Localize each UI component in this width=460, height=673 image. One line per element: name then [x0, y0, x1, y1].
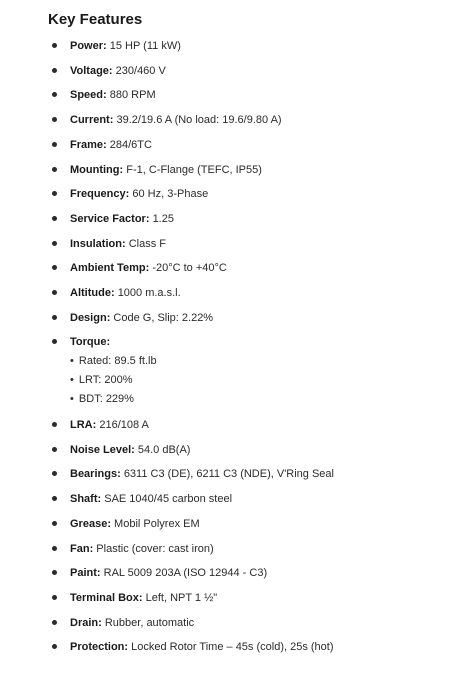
feature-value: SAE 1040/45 carbon steel — [104, 493, 233, 506]
feature-label: Shaft — [70, 493, 98, 506]
section-heading: Key Features — [48, 11, 143, 28]
feature-value: -20°C to +40°C — [152, 262, 227, 275]
feature-label: Grease — [70, 517, 108, 530]
feature-value: 216/108 A — [99, 419, 149, 431]
feature-label: Paint — [70, 567, 97, 580]
feature-label: Fan — [70, 542, 90, 555]
feature-label: Insulation — [70, 237, 122, 250]
bullet-icon — [52, 92, 57, 97]
feature-label: LRA — [70, 419, 93, 431]
bullet-icon — [52, 595, 57, 600]
feature-label: Current — [70, 114, 110, 127]
feature-value: 1000 m.a.s.l. — [117, 287, 181, 299]
sub-item-text: Rated: 89.5 ft.lb — [78, 355, 157, 368]
bullet-icon — [52, 570, 57, 575]
bullet-icon — [52, 447, 57, 452]
feature-value: 230/460 V — [115, 64, 166, 77]
feature-label: Mounting — [70, 163, 120, 176]
feature-label: Noise Level — [70, 443, 132, 456]
feature-value: RAL 5009 203A (ISO 12944 - C3) — [103, 567, 268, 580]
bullet-icon — [52, 644, 57, 649]
feature-value: 880 RPM — [109, 89, 156, 102]
feature-value: Left, NPT 1 ½" — [145, 591, 218, 604]
bullet-icon — [52, 315, 57, 320]
feature-value: Code G, Slip: 2.22% — [113, 311, 214, 324]
bullet-icon — [52, 339, 57, 344]
sub-item: • BDT: 229% — [70, 393, 134, 406]
feature-label: Protection — [70, 641, 125, 654]
feature-value: Locked Rotor Time – 45s (cold), 25s (hot) — [131, 641, 334, 654]
feature-value: Rubber, automatic — [104, 616, 195, 629]
bullet-icon — [52, 422, 57, 427]
feature-value: 15 HP (11 kW) — [109, 40, 181, 52]
bullet-icon — [52, 241, 57, 246]
sub-item: • Rated: 89.5 ft.lb — [70, 355, 157, 368]
bullet-icon — [52, 471, 57, 476]
feature-label: Ambient Temp — [70, 262, 146, 275]
feature-label: Terminal Box — [70, 591, 139, 604]
feature-label: Torque — [70, 336, 107, 349]
bullet-icon — [52, 142, 57, 147]
feature-value: 60 Hz, 3-Phase — [132, 188, 209, 201]
bullet-icon — [52, 521, 57, 526]
bullet-icon — [52, 43, 57, 48]
feature-value: 54.0 dB(A) — [137, 443, 191, 456]
feature-value: 6311 C3 (DE), 6211 C3 (NDE), V'Ring Seal — [123, 468, 334, 481]
bullet-icon — [52, 546, 57, 551]
feature-value: 39.2/19.6 A (No load: 19.6/9.80 A) — [116, 114, 282, 127]
feature-value: 1.25 — [152, 212, 174, 225]
feature-label: Power — [70, 40, 104, 52]
feature-value: Plastic (cover: cast iron) — [96, 542, 214, 555]
feature-label: Frame — [70, 138, 104, 151]
sub-item-text: LRT: 200% — [78, 374, 133, 387]
feature-label: Voltage — [70, 64, 109, 77]
bullet-icon — [52, 191, 57, 196]
feature-label: Frequency — [70, 188, 126, 201]
feature-label: Altitude — [70, 287, 111, 299]
bullet-icon — [52, 117, 57, 122]
feature-value: 284/6TC — [109, 138, 152, 151]
bullet-icon — [52, 216, 57, 221]
bullet-icon — [52, 68, 57, 73]
bullet-icon — [52, 496, 57, 501]
bullet-icon — [52, 265, 57, 270]
feature-label: Drain — [70, 616, 99, 629]
bullet-icon — [52, 167, 57, 172]
torque-sublist — [70, 354, 157, 411]
document-page: Key Features Power: 15 HP (11 kW) Voltage: 230/460 V Speed: 880 RPM Current: 39.2/19.6 A (No load: 19.6/9.80 A) Frame: 284/6TC Mounting: F-1, C-Flange (TEFC, IP55) Frequency: 60 Hz, 3-Phase Service Factor: 1.25 Insulation: Class F Ambient Temp: -20°C to +40°C Altitude: 1000 m.a.s.l. Design: Code G, Slip: 2.22% Torque: • Rated: 89.5 ft.lb • LRT: 200% • BDT: 229% LRA: 216/108 A Noise Level: 54.0 dB(A) Bearings: 6311 C3 (DE), 6211 C3 (NDE), V'Ring Seal Shaft: SAE 1040/45 carbon steel Grease: Mobil Polyrex EM Fan: Plastic (cover: cast iron) Paint: RAL 5009 203A (ISO 12944 - C3) Terminal Box: Left, NPT 1 ½" Drain: Rubber, automatic Protection: Locked Rotor Time – 45s (cold), 25s (hot) — [48, 11, 334, 654]
feature-label: Service Factor — [70, 212, 146, 225]
feature-value: Mobil Polyrex EM — [114, 517, 200, 530]
bullet-icon — [52, 620, 57, 625]
bullet-icon — [52, 290, 57, 295]
sub-item: • LRT: 200% — [70, 374, 133, 387]
feature-label: Speed — [70, 89, 104, 102]
feature-label: Design — [70, 311, 107, 324]
sub-item-text: BDT: 229% — [78, 393, 134, 406]
feature-value: F-1, C-Flange (TEFC, IP55) — [126, 163, 262, 176]
feature-label: Bearings — [70, 468, 118, 481]
feature-value: Class F — [128, 237, 166, 250]
